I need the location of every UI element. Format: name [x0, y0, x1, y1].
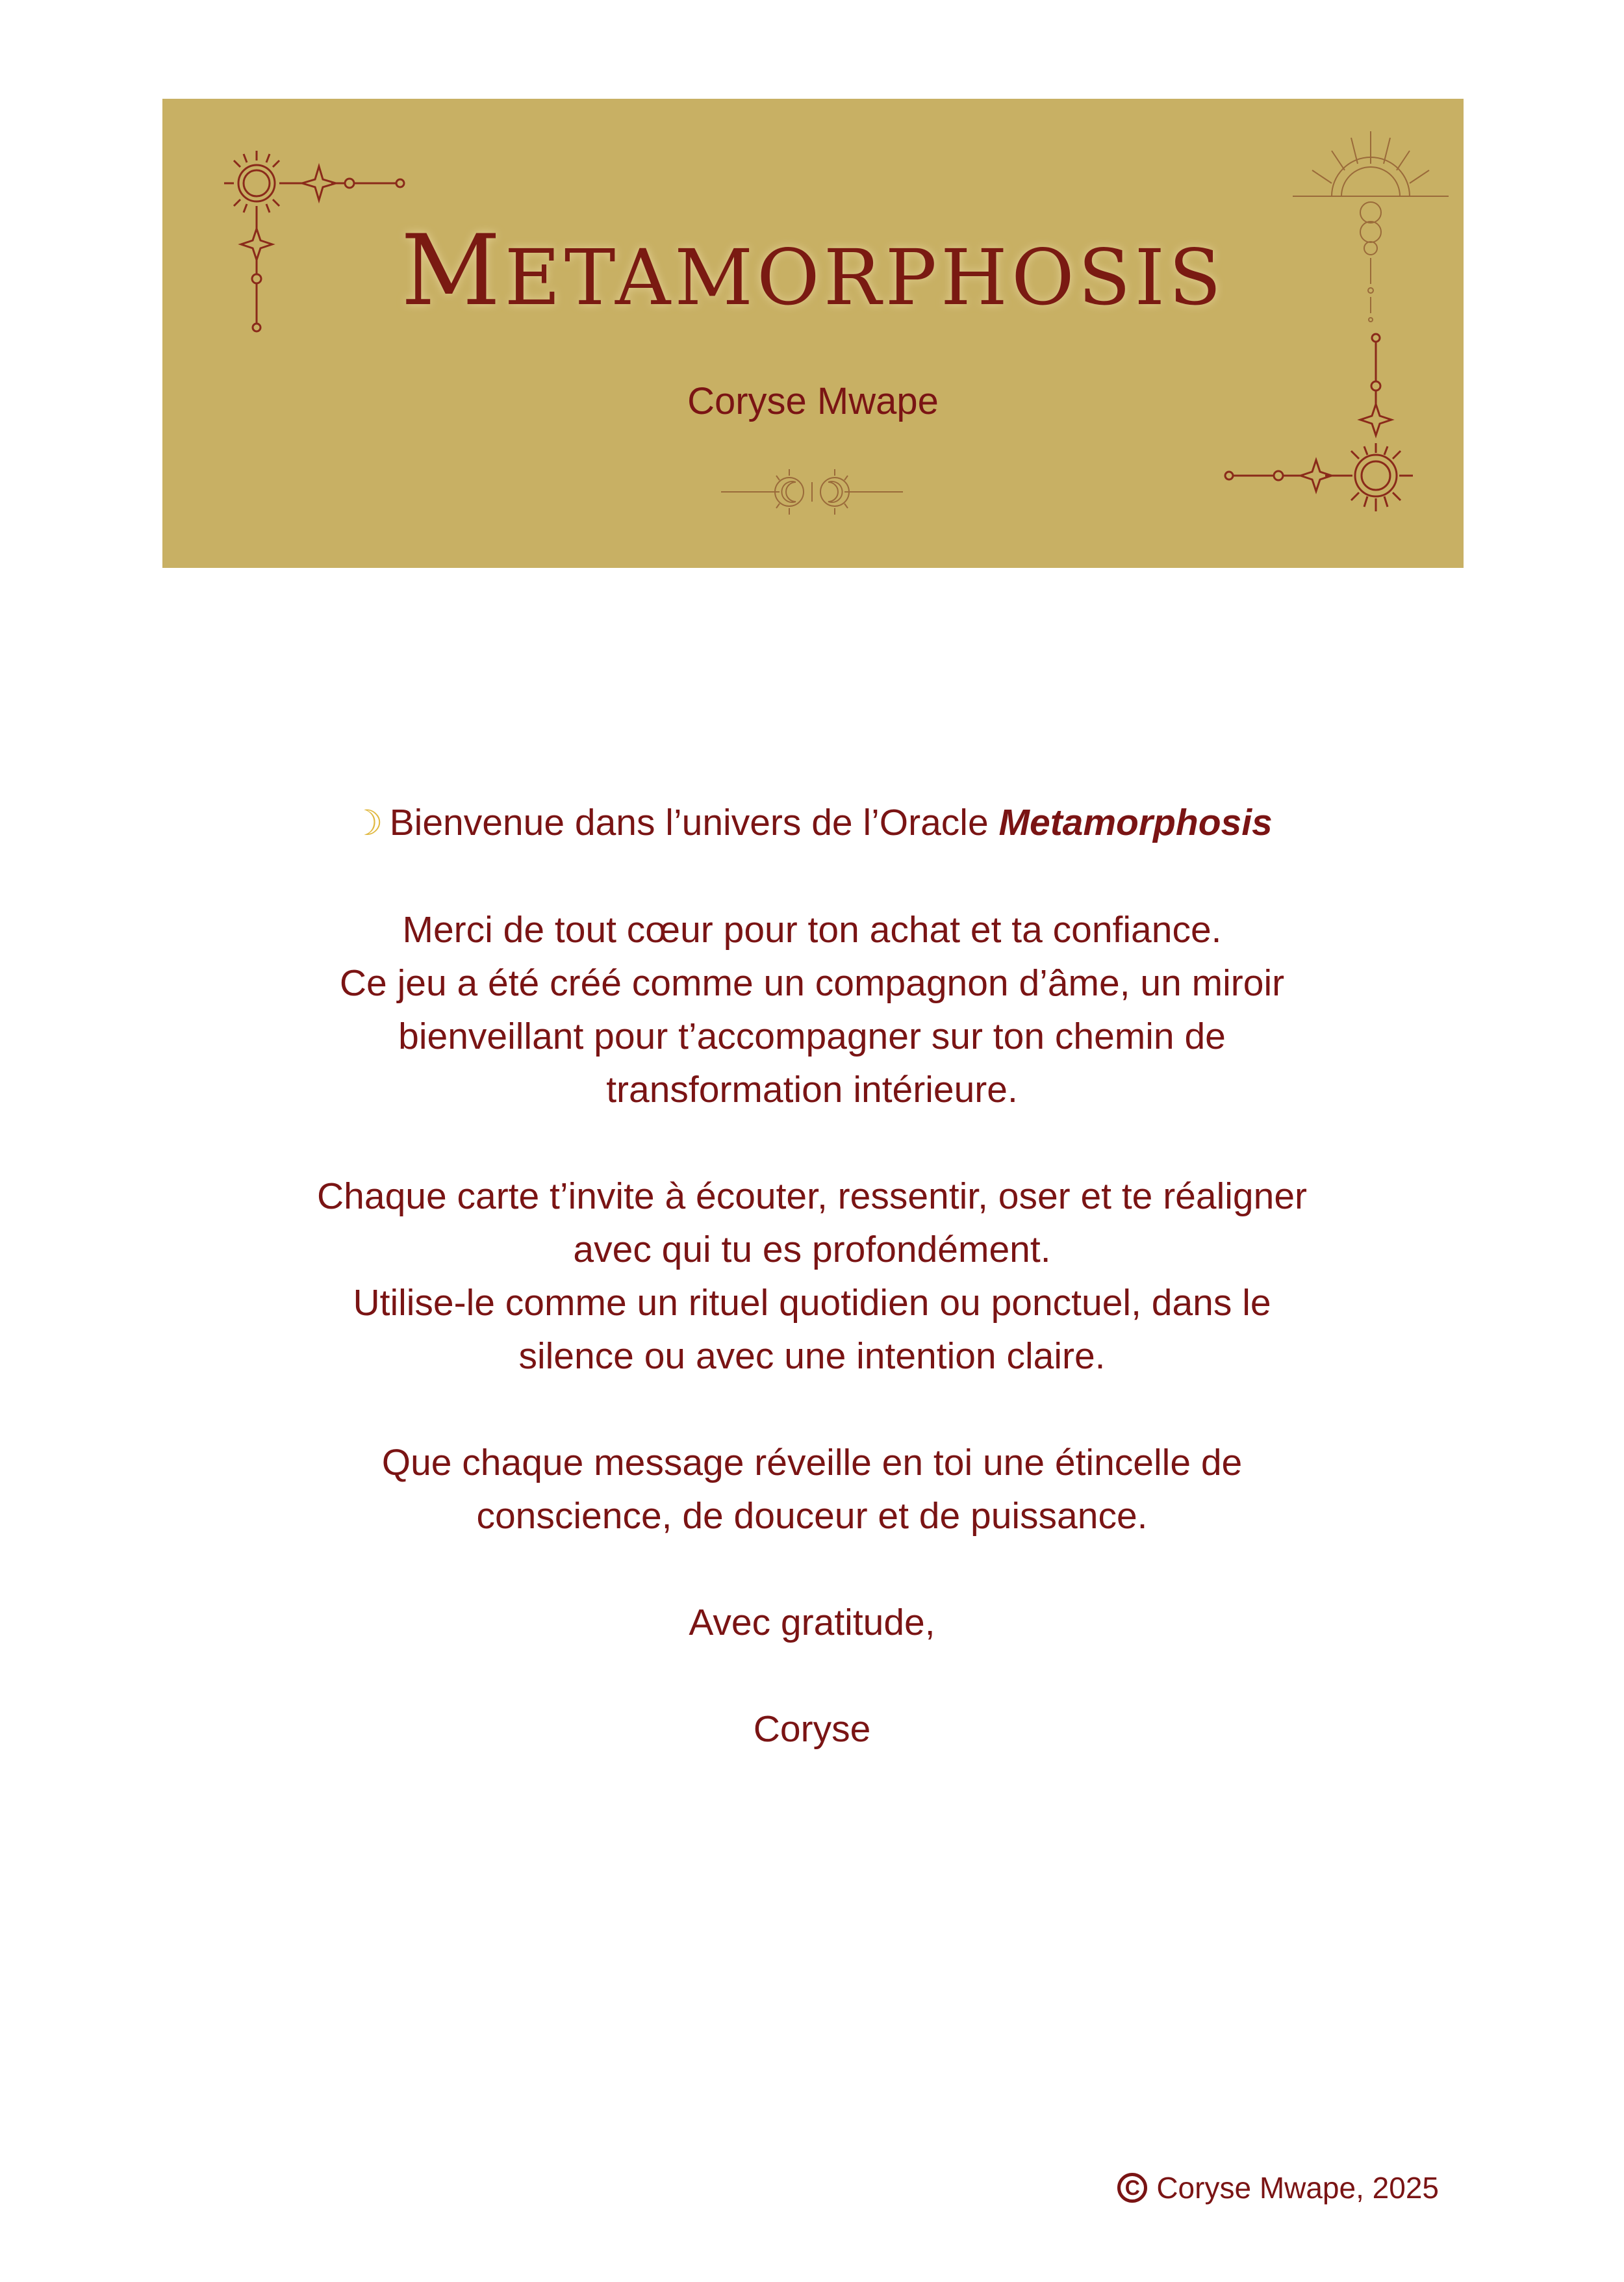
paragraph-line: Que chaque message réveille en toi une étincelle de	[381, 1442, 1243, 1483]
title-initial: M	[401, 214, 505, 327]
author-name: Coryse Mwape	[687, 380, 939, 422]
oracle-name: Metamorphosis	[998, 802, 1273, 843]
paragraph-line: Utilise-le comme un rituel quotidien ou ponctuel, dans le	[353, 1282, 1271, 1324]
copyright-text: Coryse Mwape, 2025	[1156, 2171, 1439, 2205]
crescent-moon-icon: ☽	[351, 804, 383, 843]
copyright-footer	[1117, 2170, 1439, 2205]
paragraph-line: silence ou avec une intention claire.	[518, 1335, 1106, 1377]
copyright-icon: C	[1117, 2173, 1147, 2203]
paragraph-line: bienveillant pour t’accompagner sur ton chemin de	[398, 1016, 1226, 1057]
paragraph-line: Ce jeu a été créé comme un compagnon d’âme, un miroir	[339, 962, 1285, 1004]
paragraph-line: transformation intérieure.	[606, 1069, 1018, 1110]
title-rest: ETAMORPHOSIS	[504, 233, 1225, 322]
page-title	[162, 214, 1464, 327]
welcome-letter	[195, 796, 1429, 1756]
paragraph-line: avec qui tu es profondément.	[573, 1229, 1051, 1270]
paragraph-line: conscience, de douceur et de puissance.	[476, 1495, 1148, 1537]
paragraph-line: Merci de tout cœur pour ton achat et ta confiance.	[402, 909, 1222, 951]
sun-ornament-bottom-right	[1215, 326, 1429, 534]
twin-moons-ornament	[715, 463, 909, 521]
paragraph-line: Chaque carte t’invite à écouter, ressentir, oser et te réaligner	[317, 1175, 1307, 1217]
signature: Coryse	[753, 1708, 871, 1750]
welcome-prefix: Bienvenue dans l’univers de l’Oracle	[389, 802, 989, 843]
header-banner	[162, 99, 1464, 568]
closing-line: Avec gratitude,	[689, 1602, 935, 1643]
welcome-heading	[195, 796, 1429, 850]
